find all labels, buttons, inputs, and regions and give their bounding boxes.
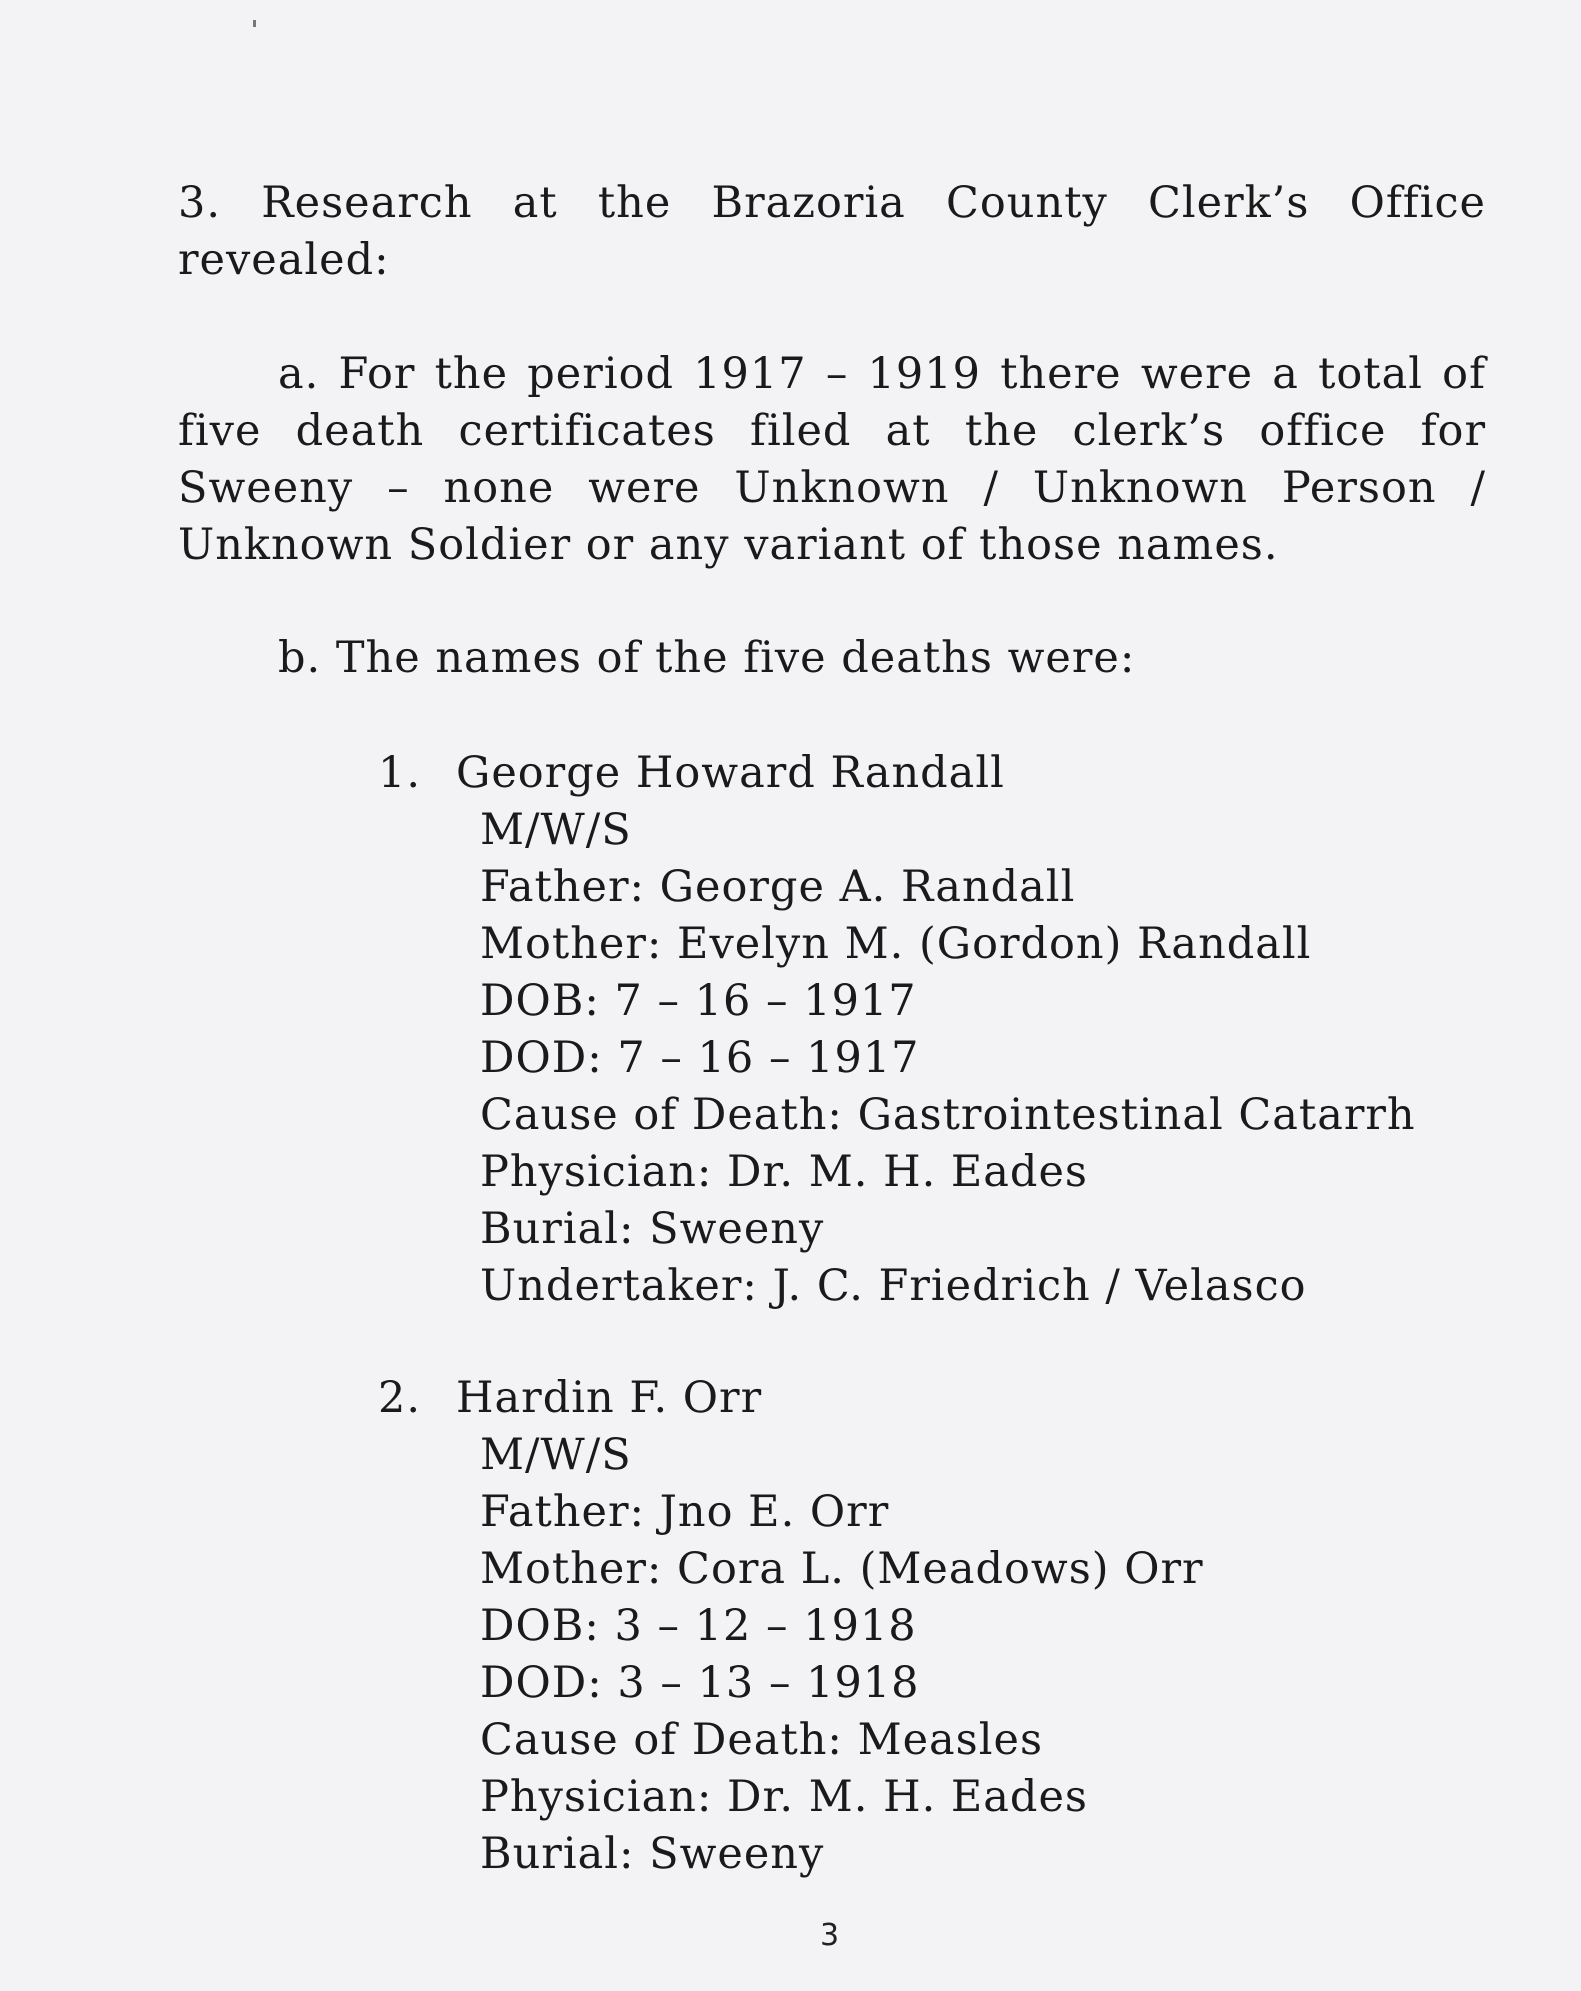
entry-detail-line: Cause of Death: Measles [480, 1715, 1044, 1765]
entry-details [480, 1427, 1204, 1883]
entry-name: Hardin F. Orr [456, 1373, 763, 1423]
entry-detail-line: Mother: Evelyn M. (Gordon) Randall [480, 919, 1312, 969]
section-3-paragraph [178, 175, 1486, 289]
entry-detail-line: DOD: 3 – 13 – 1918 [480, 1658, 920, 1708]
page-number: 3 [820, 1918, 840, 1953]
entry-detail-line: Undertaker: J. C. Friedrich / Velasco [480, 1261, 1307, 1311]
section-3-line: revealed: [178, 235, 390, 285]
entry-detail-line: Physician: Dr. M. H. Eades [480, 1147, 1088, 1197]
entry-detail-line: Burial: Sweeny [480, 1829, 825, 1879]
entry-detail-line: Burial: Sweeny [480, 1204, 825, 1254]
entry-detail-line: Cause of Death: Gastrointestinal Catarrh [480, 1090, 1416, 1140]
entry-number: 2. [378, 1373, 422, 1423]
entry-details [480, 802, 1416, 1315]
subsection-a-line: five death certificates filed at the clerk’s office for [178, 406, 1486, 456]
scan-speck [253, 20, 256, 27]
entry-detail-line: DOB: 3 – 12 – 1918 [480, 1601, 917, 1651]
entry-detail-line: M/W/S [480, 1430, 632, 1480]
entry-number: 1. [378, 748, 422, 798]
subsection-a-line: Unknown Soldier or any variant of those names. [178, 520, 1279, 570]
subsection-b-paragraph: b. The names of the five deaths were: [278, 633, 1136, 683]
section-3-line: 3. Research at the Brazoria County Clerk’s Office [178, 178, 1486, 228]
entry-detail-line: Mother: Cora L. (Meadows) Orr [480, 1544, 1204, 1594]
entry-detail-line: DOD: 7 – 16 – 1917 [480, 1033, 920, 1083]
entry-detail-line: Father: Jno E. Orr [480, 1487, 890, 1537]
subsection-a-paragraph [178, 346, 1486, 574]
entry-detail-line: DOB: 7 – 16 – 1917 [480, 976, 917, 1026]
entry-detail-line: Physician: Dr. M. H. Eades [480, 1772, 1088, 1822]
entry-detail-line: M/W/S [480, 805, 632, 855]
subsection-a-line: Sweeny – none were Unknown / Unknown Person / [178, 463, 1486, 513]
entry-name: George Howard Randall [456, 748, 1005, 798]
subsection-a-line: a. For the period 1917 – 1919 there were a total of [278, 349, 1486, 399]
entry-detail-line: Father: George A. Randall [480, 862, 1076, 912]
